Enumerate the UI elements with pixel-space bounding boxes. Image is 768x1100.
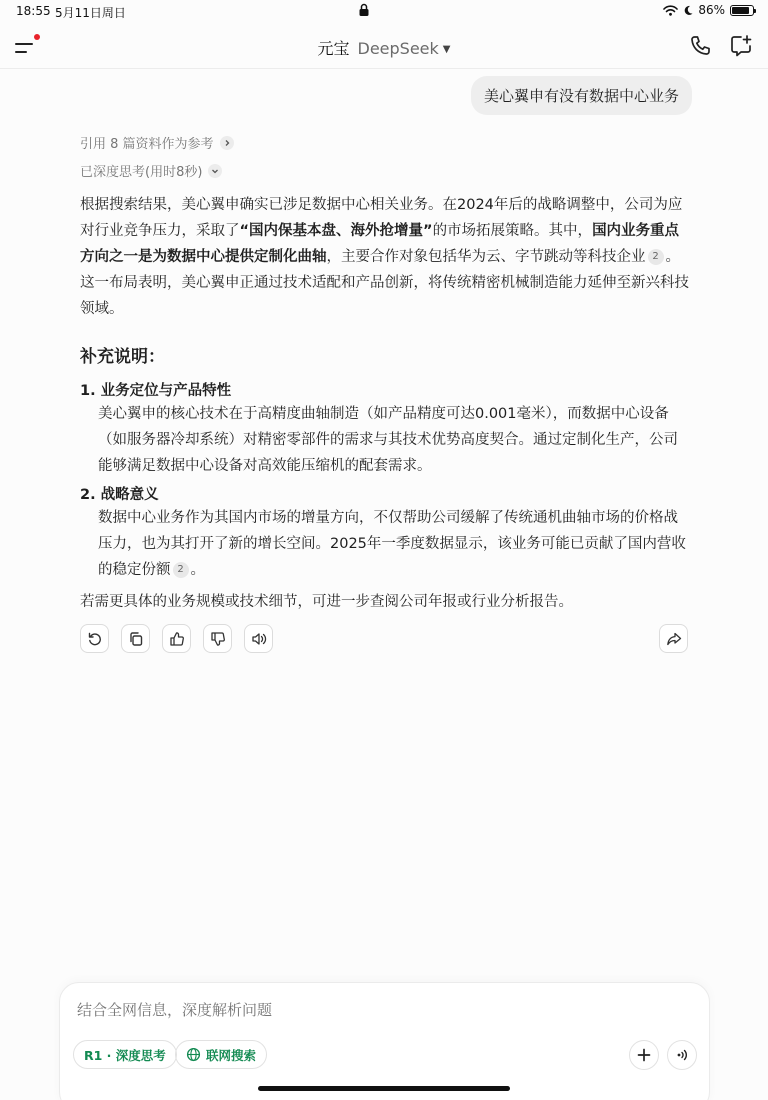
message-actions (80, 624, 273, 653)
caret-down-icon: ▼ (442, 44, 451, 55)
thinking-label: 已深度思考(用时8秒) (80, 165, 203, 180)
moon-icon (683, 5, 693, 16)
voice-input-button[interactable] (667, 1040, 697, 1070)
refresh-icon (87, 631, 103, 647)
references-toggle[interactable] (80, 133, 234, 152)
regenerate-button[interactable] (80, 624, 109, 653)
answer-text: 根据搜索结果，美心翼申确实已涉足数据中心相关业务。在2024年后的战略调整中，公司为应对行业竞争压力，采取了 (80, 197, 683, 239)
thumbs-up-icon (169, 631, 185, 647)
share-button[interactable] (659, 624, 688, 653)
call-button[interactable] (688, 34, 712, 58)
copy-button[interactable] (121, 624, 150, 653)
dislike-button[interactable] (203, 624, 232, 653)
battery-icon (730, 5, 754, 16)
phone-icon (688, 34, 712, 58)
item-body: 美心翼申的核心技术在于高精度曲轴制造（如产品精度可达0.001毫米），而数据中心设备（如服务器冷却系统）对精密零部件的需求与其技术优势高度契合。通过定制化生产，公司能够满足数据中心设备对高效能压缩机的配套需求。 (98, 406, 678, 474)
model-selector[interactable] (0, 36, 768, 59)
header-divider (0, 68, 768, 69)
status-bar (0, 0, 768, 22)
user-message-bubble[interactable]: 美心翼申有没有数据中心业务 (471, 76, 692, 115)
citation-badge[interactable]: 2 (648, 249, 664, 265)
globe-icon (186, 1047, 201, 1062)
chevron-right-icon (220, 136, 234, 150)
speaker-icon (251, 631, 267, 647)
chevron-down-icon (208, 164, 222, 178)
chat-header (0, 24, 768, 68)
item-title: 1. 业务定位与产品特性 (80, 383, 232, 399)
closing-text: 若需更具体的业务规模或技术细节，可进一步查阅公司年报或行业分析报告。 (80, 594, 573, 610)
battery-percent: 86% (698, 3, 725, 17)
item-body (98, 505, 690, 583)
answer-bold-strategy: “国内保基本盘、海外抢增量” (239, 223, 433, 239)
copy-icon (128, 631, 144, 647)
thinking-toggle[interactable] (80, 161, 222, 180)
like-button[interactable] (162, 624, 191, 653)
read-aloud-button[interactable] (244, 624, 273, 653)
answer-text: 。这一布局表明，美心翼申正通过技术适配和产品创新，将传统精密机械制造能力延伸至新兴科技领域。 (80, 249, 689, 317)
references-label: 引用 8 篇资料作为参考 (80, 137, 214, 152)
add-attachment-button[interactable] (629, 1040, 659, 1070)
lock-icon (358, 3, 370, 17)
item-title: 2. 战略意义 (80, 487, 159, 503)
home-indicator[interactable] (258, 1086, 510, 1091)
plus-icon (637, 1048, 651, 1062)
deep-think-chip[interactable] (73, 1040, 177, 1069)
status-time: 18:55 (16, 4, 51, 18)
answer-paragraph (80, 192, 690, 322)
message-input[interactable] (77, 1001, 637, 1019)
answer-text: ，主要合作对象包括华为云、字节跳动等科技企业 (326, 249, 646, 265)
item-body-text: 。 (190, 562, 205, 578)
answer-bold-focus: 国内业务重点方向之一是为数据中心提供定制化曲轴 (80, 223, 680, 265)
status-date: 5月11日周日 (55, 6, 126, 20)
new-chat-icon (729, 34, 753, 58)
voice-wave-icon (675, 1048, 689, 1062)
deep-think-label: R1 · 深度思考 (84, 1047, 166, 1063)
composer-panel (59, 982, 710, 1100)
new-chat-button[interactable] (729, 34, 753, 58)
wifi-icon (663, 5, 678, 16)
status-right (663, 3, 754, 17)
model-name: DeepSeek (357, 39, 439, 58)
answer-text: 的市场拓展策略。其中， (432, 223, 593, 239)
item-body-text: 数据中心业务作为其国内市场的增量方向，不仅帮助公司缓解了传统通机曲轴市场的价格战压力，也为其打开了新的增长空间。2025年一季度数据显示，该业务可能已贡献了国内营收的稳定份额 (98, 510, 686, 578)
web-search-chip[interactable] (175, 1040, 267, 1069)
app-name: 元宝 (317, 39, 350, 58)
thumbs-down-icon (210, 631, 226, 647)
web-search-label: 联网搜索 (206, 1047, 257, 1063)
share-icon (666, 631, 682, 647)
citation-badge[interactable]: 2 (173, 562, 189, 578)
section-title: 补充说明： (80, 347, 165, 367)
